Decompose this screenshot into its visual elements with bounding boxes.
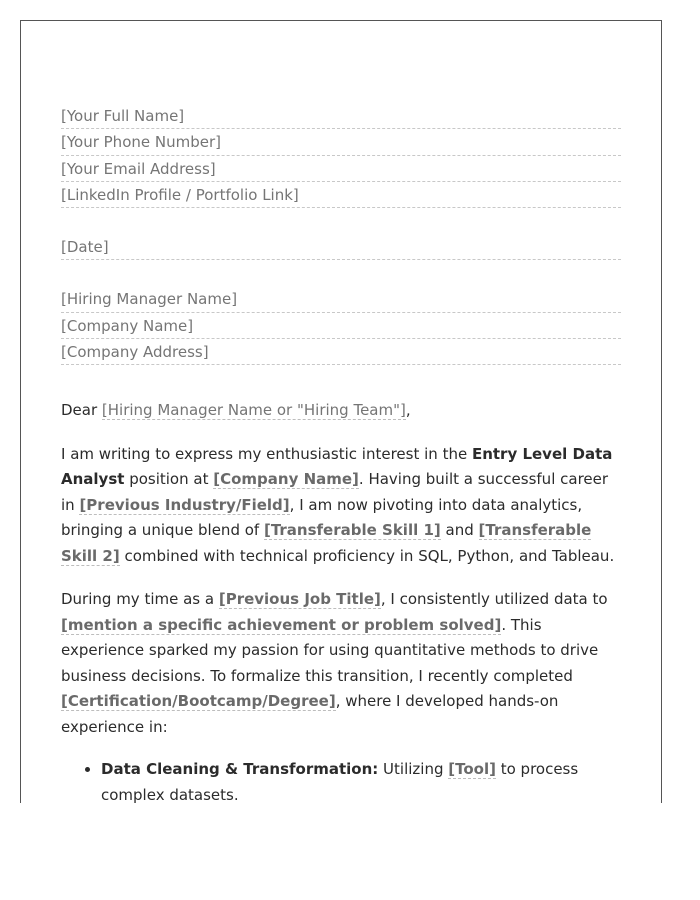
text: Utilizing	[378, 760, 449, 779]
bullet-label: Data Cleaning & Transformation:	[101, 760, 379, 779]
text: combined with technical proficiency in SQL, Python, and Tableau.	[119, 546, 615, 565]
industry-placeholder[interactable]: [Previous Industry/Field]	[79, 495, 290, 514]
salutation	[61, 398, 621, 424]
link-field[interactable]: [LinkedIn Profile / Portfolio Link]	[61, 182, 621, 208]
letter-page	[20, 20, 662, 803]
letter-content	[61, 103, 621, 803]
paragraph-intro	[61, 442, 621, 570]
certification-placeholder[interactable]: [Certification/Bootcamp/Degree]	[61, 692, 336, 711]
text: position at	[124, 470, 214, 489]
text: I am writing to express my enthusiastic interest in the	[61, 444, 472, 463]
text: , I am now pivoting into data analytics, bringing a unique blend of	[61, 495, 583, 540]
email-field[interactable]: [Your Email Address]	[61, 156, 621, 182]
paragraph-experience	[61, 587, 621, 740]
company-placeholder[interactable]: [Company Name]	[213, 470, 359, 489]
salutation-prefix: Dear	[61, 401, 102, 420]
skills-list	[61, 757, 621, 803]
achievement-placeholder[interactable]: [mention a specific achievement or problem solved]	[61, 615, 502, 634]
phone-field[interactable]: [Your Phone Number]	[61, 129, 621, 155]
text: . Having built a successful career in	[61, 470, 609, 514]
text: , I consistently utilized data to	[380, 590, 608, 609]
hiring-manager-field[interactable]: [Hiring Manager Name]	[61, 286, 621, 312]
company-address-field[interactable]: [Company Address]	[61, 339, 621, 365]
text: to process complex datasets.	[101, 760, 579, 803]
tool-placeholder[interactable]: [Tool]	[448, 760, 496, 779]
text: . This experience sparked my passion for using quantitative methods to drive business decisions. To formalize this transition, I recently completed	[61, 615, 599, 685]
text: , where I developed hands-on experience in:	[61, 692, 559, 736]
skill1-placeholder[interactable]: [Transferable Skill 1]	[263, 521, 441, 540]
company-name-field[interactable]: [Company Name]	[61, 313, 621, 339]
job-title-placeholder[interactable]: [Previous Job Title]	[218, 590, 381, 609]
date-field[interactable]: [Date]	[61, 234, 621, 260]
text: and	[440, 521, 479, 540]
salutation-name-placeholder[interactable]: [Hiring Manager Name or "Hiring Team"]	[101, 401, 406, 420]
full-name-field[interactable]: [Your Full Name]	[61, 103, 621, 129]
skill2-placeholder[interactable]: [Transferable Skill 2]	[61, 521, 592, 565]
role-title: Entry Level Data Analyst	[61, 444, 613, 489]
salutation-suffix: ,	[405, 401, 411, 420]
text: During my time as a	[61, 590, 219, 609]
list-item	[101, 757, 621, 803]
